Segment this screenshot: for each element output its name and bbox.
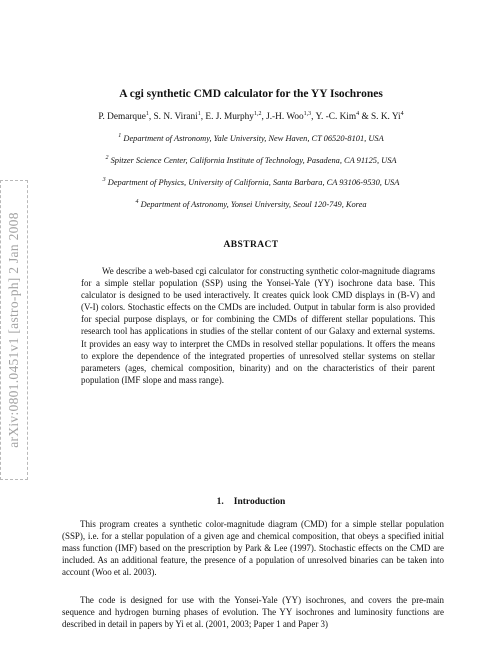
paper-title: A cgi synthetic CMD calculator for the YY Isochrones: [119, 88, 383, 100]
affiliation-mark: 3: [102, 177, 106, 183]
author-affiliation-mark: 1: [197, 111, 201, 117]
section-number: 1.: [216, 497, 224, 507]
arxiv-identifier-text: arXiv:0801.0451v1 [astro-ph] 2 Jan 2008: [6, 212, 21, 448]
author-affiliation-mark: 1,2: [253, 111, 262, 117]
affiliation-mark: 4: [135, 199, 139, 205]
author-separator: ,: [261, 112, 267, 123]
author-name: P. Demarque: [98, 112, 146, 123]
affiliation-4: [0, 199, 502, 209]
affiliation-text: Department of Physics, University of California, Santa Barbara, CA 93106-9530, USA: [107, 177, 400, 187]
affiliation-text: Spitzer Science Center, California Institute of Technology, Pasadena, CA 91125, USA: [110, 155, 397, 165]
author-name: Y. -C. Kim: [315, 112, 357, 123]
affiliation-mark: 1: [118, 133, 122, 139]
author-separator: ,: [200, 112, 206, 123]
author-name: E. J. Murphy: [205, 112, 254, 123]
affiliation-1: [0, 133, 502, 143]
author-affiliation-mark: 4: [356, 111, 360, 117]
affiliation-text: Department of Astronomy, Yale University, New Haven, CT 06520-8101, USA: [123, 133, 384, 143]
author-affiliation-mark: 4: [400, 111, 404, 117]
affiliation-mark: 2: [105, 155, 109, 161]
author-affiliation-mark: 1,3: [303, 111, 312, 117]
body-paragraph: This program creates a synthetic color-magnitude diagram (CMD) for a simple stellar population (SSP), i.e. for a stellar population of a given age and chemical composition, that obeys a specified initial mass function (IMF) based on the prescription by Park & Lee (1997). Stochastic effects on the CMD are included. As an additional feature, the presence of a population of unresolved binaries can be taken into account (Woo et al. 2003).: [62, 519, 444, 578]
author-separator: &: [359, 112, 372, 123]
author-separator: ,: [311, 112, 316, 123]
affiliation-3: [0, 177, 502, 187]
affiliation-2: [0, 155, 502, 165]
affiliation-text: Department of Astronomy, Yonsei University, Seoul 120-749, Korea: [140, 199, 367, 209]
author-name: J.-H. Woo: [266, 112, 304, 123]
arxiv-identifier-stamp: [0, 180, 28, 480]
author-name: S. K. Yi: [371, 112, 401, 123]
abstract-body: We describe a web-based cgi calculator for constructing synthetic color-magnitude diagrams for a simple stellar population (SSP) using the Yonsei-Yale (YY) isochrone data base. This calculator is designed to be used interactively. It creates quick look CMD displays in (B-V) and (V-I) colors. Stochastic effects on the CMDs are included. Output in tabular form is also provided for special purpose displays, or for combining the CMDs of different stellar populations. This research tool has applications in studies of the stellar content of our Galaxy and external systems. It provides an easy way to interpret the CMDs in resolved stellar populations. It offers the means to explore the dependence of the integrated properties of unresolved stellar systems on stellar parameters (ages, chemical composition, binarity) and on the characteristics of their parent population (IMF slope and mass range).: [81, 266, 435, 385]
author-list: [0, 111, 502, 122]
section-heading: [0, 497, 502, 507]
author-separator: ,: [148, 112, 154, 123]
section-title: Introduction: [233, 497, 286, 507]
body-paragraph: The code is designed for use with the Yonsei-Yale (YY) isochrones, and covers the pre-main sequence and hydrogen burning phases of evolution. The YY isochrones and luminosity functions are described in detail in papers by Yi et al. (2001, 2003; Paper 1 and Paper 3): [62, 595, 444, 630]
abstract-heading: ABSTRACT: [223, 240, 279, 250]
author-affiliation-mark: 1: [145, 111, 149, 117]
author-name: S. N. Virani: [153, 112, 198, 123]
